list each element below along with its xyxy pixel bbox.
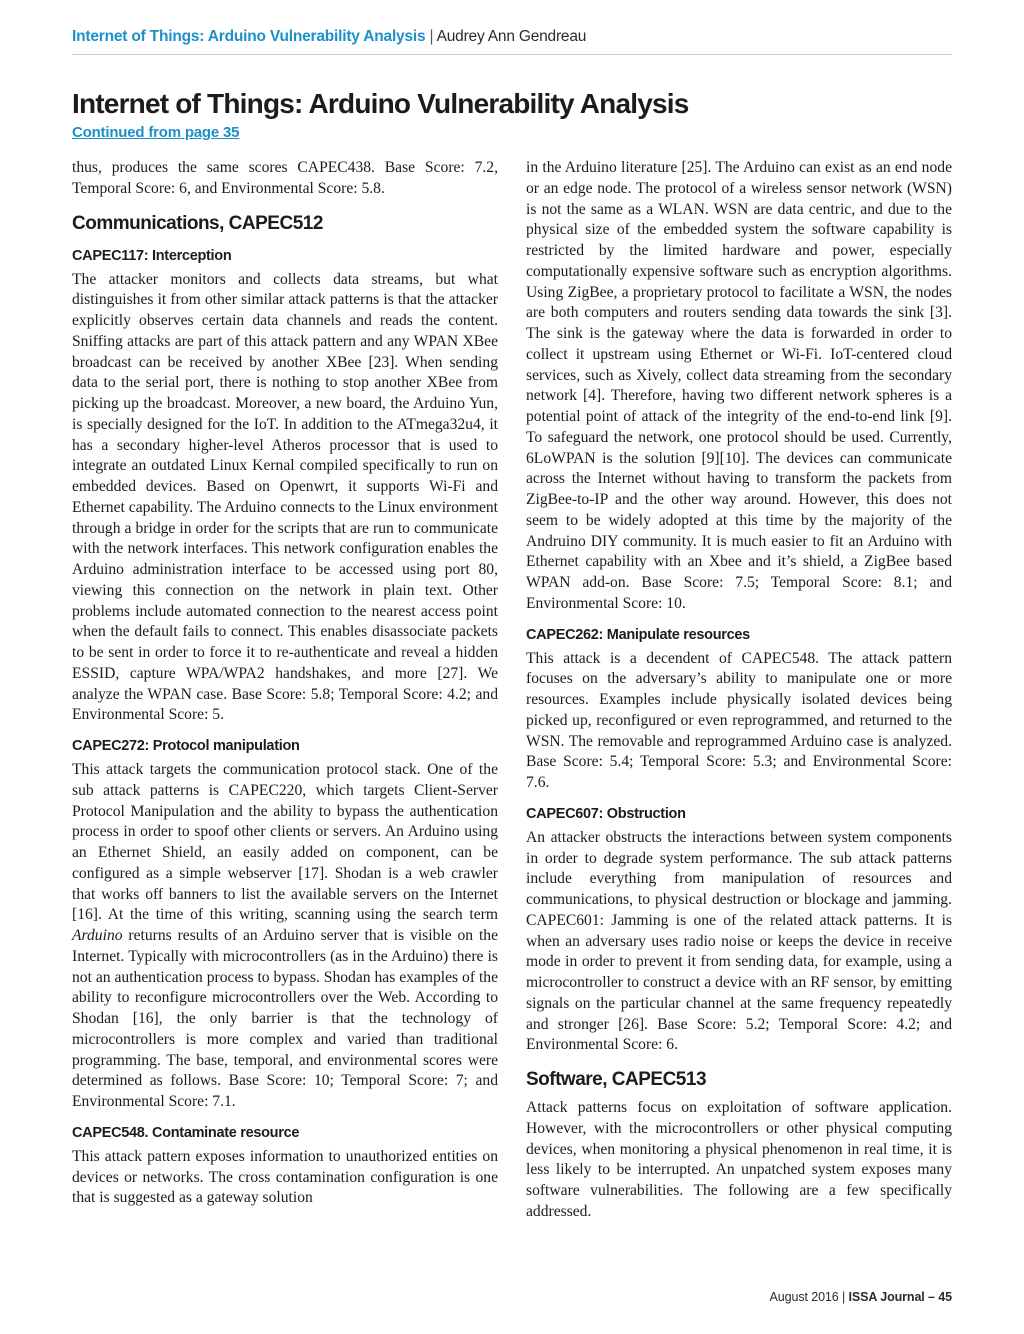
running-header bbox=[72, 28, 952, 46]
left-column bbox=[72, 158, 498, 1209]
capec607-paragraph: An attacker obstructs the interactions between system components in order to degrade system performance. The sub attack patterns include everything from manipulation of resources and communications, to physical destruction or blockage and jamming. CAPEC601: Jamming is one of the related attack patterns. It is when an adversary uses radio noise or keeps the device in receive mode in order to prevent it from sending data, for example, using a microcontroller to construct a device with an RF sensor, by emitting signals on the particular channel at the same frequency repeatedly and stronger [26]. Base Score: 5.2; Temporal Score: 4.2; and Environmental Score: 6. bbox=[526, 828, 952, 1054]
software-paragraph: Attack patterns focus on exploitation of software application. However, with the microcontrollers or other physical computing devices, when monitoring a physical phenomenon in real time, it is less likely to be interrupted. An unpatched system exposes many software vulnerabilities. The following are a few specifically addressed. bbox=[526, 1099, 952, 1220]
header-divider bbox=[72, 54, 952, 55]
capec272-text-a: This attack targets the communication protocol stack. One of the sub attack patterns is CAPEC220, which targets Client-Server Protocol Manipulation and the ability to bypass the authentication process in order to spoof other clients or servers. An Arduino using an Ethernet Shield, an easily added on component, can be configured as a simple webserver [17]. Shodan is a web crawler that works off banners to list the available servers on the Internet [16]. At the time of this writing, scanning using the search term bbox=[72, 761, 498, 924]
continued-from-link[interactable]: Continued from page 35 bbox=[72, 124, 240, 141]
footer-separator: | bbox=[838, 1290, 849, 1304]
article-title: Internet of Things: Arduino Vulnerability Analysis bbox=[72, 88, 689, 119]
subheading-capec548: CAPEC548. Contaminate resource bbox=[72, 1124, 300, 1141]
capec548-paragraph: This attack pattern exposes information to unauthorized entities on devices or networks. The cross contamination configuration is one that is suggested as a gateway solution bbox=[72, 1147, 498, 1207]
page-footer bbox=[770, 1290, 952, 1304]
right-column bbox=[526, 158, 952, 1223]
subheading-capec607: CAPEC607: Obstruction bbox=[526, 805, 686, 822]
section-heading-software: Software, CAPEC513 bbox=[526, 1069, 707, 1090]
footer-date: August 2016 bbox=[769, 1290, 839, 1304]
running-header-separator: | bbox=[425, 28, 437, 45]
running-header-author: Audrey Ann Gendreau bbox=[436, 28, 587, 45]
subheading-capec272: CAPEC272: Protocol manipulation bbox=[72, 738, 300, 754]
left-intro-paragraph: thus, produces the same scores CAPEC438. Base Score: 7.2, Temporal Score: 6, and Environmental Score: 5.8. bbox=[72, 159, 498, 197]
subheading-capec262: CAPEC262: Manipulate resources bbox=[526, 626, 750, 643]
capec117-paragraph: The attacker monitors and collects data streams, but what distinguishes it from other similar attack patterns is that the attacker explicitly observes certain data channels and reads the content. Sniffing attacks are part of this attack pattern and any WPAN XBee broadcast can be received by another XBee [23]. When sending data to the serial port, there is nothing to stop another XBee from picking up the broadcast. Moreover, a new board, the Arduino Yun, is specially designed for the IoT. In addition to the ATmega32u4, it has a secondary higher-level Atheros processor that is used to integrate an outdated Linux Kernal compiled specifically to run on embedded devices. Based on Openwrt, it supports Wi-Fi and Ethernet capability. The Arduino connects to the Linux environment through a bridge in order for the scripts that are run to communicate with the network interfaces. This network configuration enables the Arduino administration interface to be accessed using port 80, viewing this connection on the network in plain text. Other problems include automated connection to the nearest access point when the default fails to connect. This enables disassociate packets to be sent in order to force it to re-authenticate and reveal a hidden ESSID, capture WPA/WPA2 handshakes, and more [27]. We analyze the WPAN case. Base Score: 5.8; Temporal Score: 4.2; and Environmental Score: 5. bbox=[72, 270, 498, 724]
capec272-emphasis: Arduino bbox=[72, 927, 123, 944]
footer-page-number: – 45 bbox=[924, 1290, 952, 1304]
subheading-capec117: CAPEC117: Interception bbox=[72, 247, 232, 264]
section-heading-communications: Communications, CAPEC512 bbox=[72, 212, 323, 234]
capec262-paragraph: This attack is a decendent of CAPEC548. The attack pattern focuses on the adversary’s ability to manipulate one or more resources. Examples include physically isolated devices being picked up, reconfigured or even reprogrammed, and returned to the WSN. The removable and reprogrammed Arduino case is analyzed. Base Score: 5.4; Temporal Score: 5.3; and Environmental Score: 7.6. bbox=[526, 649, 952, 791]
running-header-title: Internet of Things: Arduino Vulnerability Analysis bbox=[72, 28, 426, 45]
footer-journal: ISSA Journal bbox=[848, 1290, 925, 1304]
capec272-text-b: returns results of an Arduino server that is visible on the Internet. Typically with microcontrollers (as in the Arduino) there is not an authentication process to bypass. Shodan has examples of the ability to reconfigure microcontrollers over the Web. According to Shodan [16], the only barrier is that the technology of microcontrollers is more complex and varied than traditional programming. The base, temporal, and environmental scores were determined as follows. Base Score: 10; Temporal Score: 7; and Environmental Score: 7.1. bbox=[72, 927, 498, 1110]
right-intro-paragraph: in the Arduino literature [25]. The Arduino can exist as an end node or an edge node. The protocol of a wireless sensor network (WSN) is not the same as a WLAN. WSN are data centric, and due to the physical size of the embedded system the software capability is restricted by the limited hardware and power, especially computationally expensive software such as encryption algorithms. Using ZigBee, a proprietary protocol to facilitate a WSN, the nodes are both computers and routers sending data towards the sink [3]. The sink is the gateway where the data is forwarded in order to collect it upstream using Ethernet or Wi-Fi. IoT-centered cloud services, such as Xively, collect data streaming from the secondary network [4]. Therefore, having two different network spheres is a potential point of attack of the integrity of the end-to-end link [9]. To safeguard the network, one protocol should be used. Currently, 6LoWPAN is the solution [9][10]. The devices can communicate across the Internet without having to transform the packets from ZigBee-to-IP and the other way around. However, this does not seem to be widely adopted at this time by the majority of the Andruino DIY community. It is much easier to fit an Arduino with Ethernet capability with an Xbee and it’s shield, a ZigBee based WPAN add-on. Base Score: 7.5; Temporal Score: 8.1; and Environmental Score: 10. bbox=[526, 159, 952, 612]
capec272-paragraph bbox=[72, 760, 498, 1113]
